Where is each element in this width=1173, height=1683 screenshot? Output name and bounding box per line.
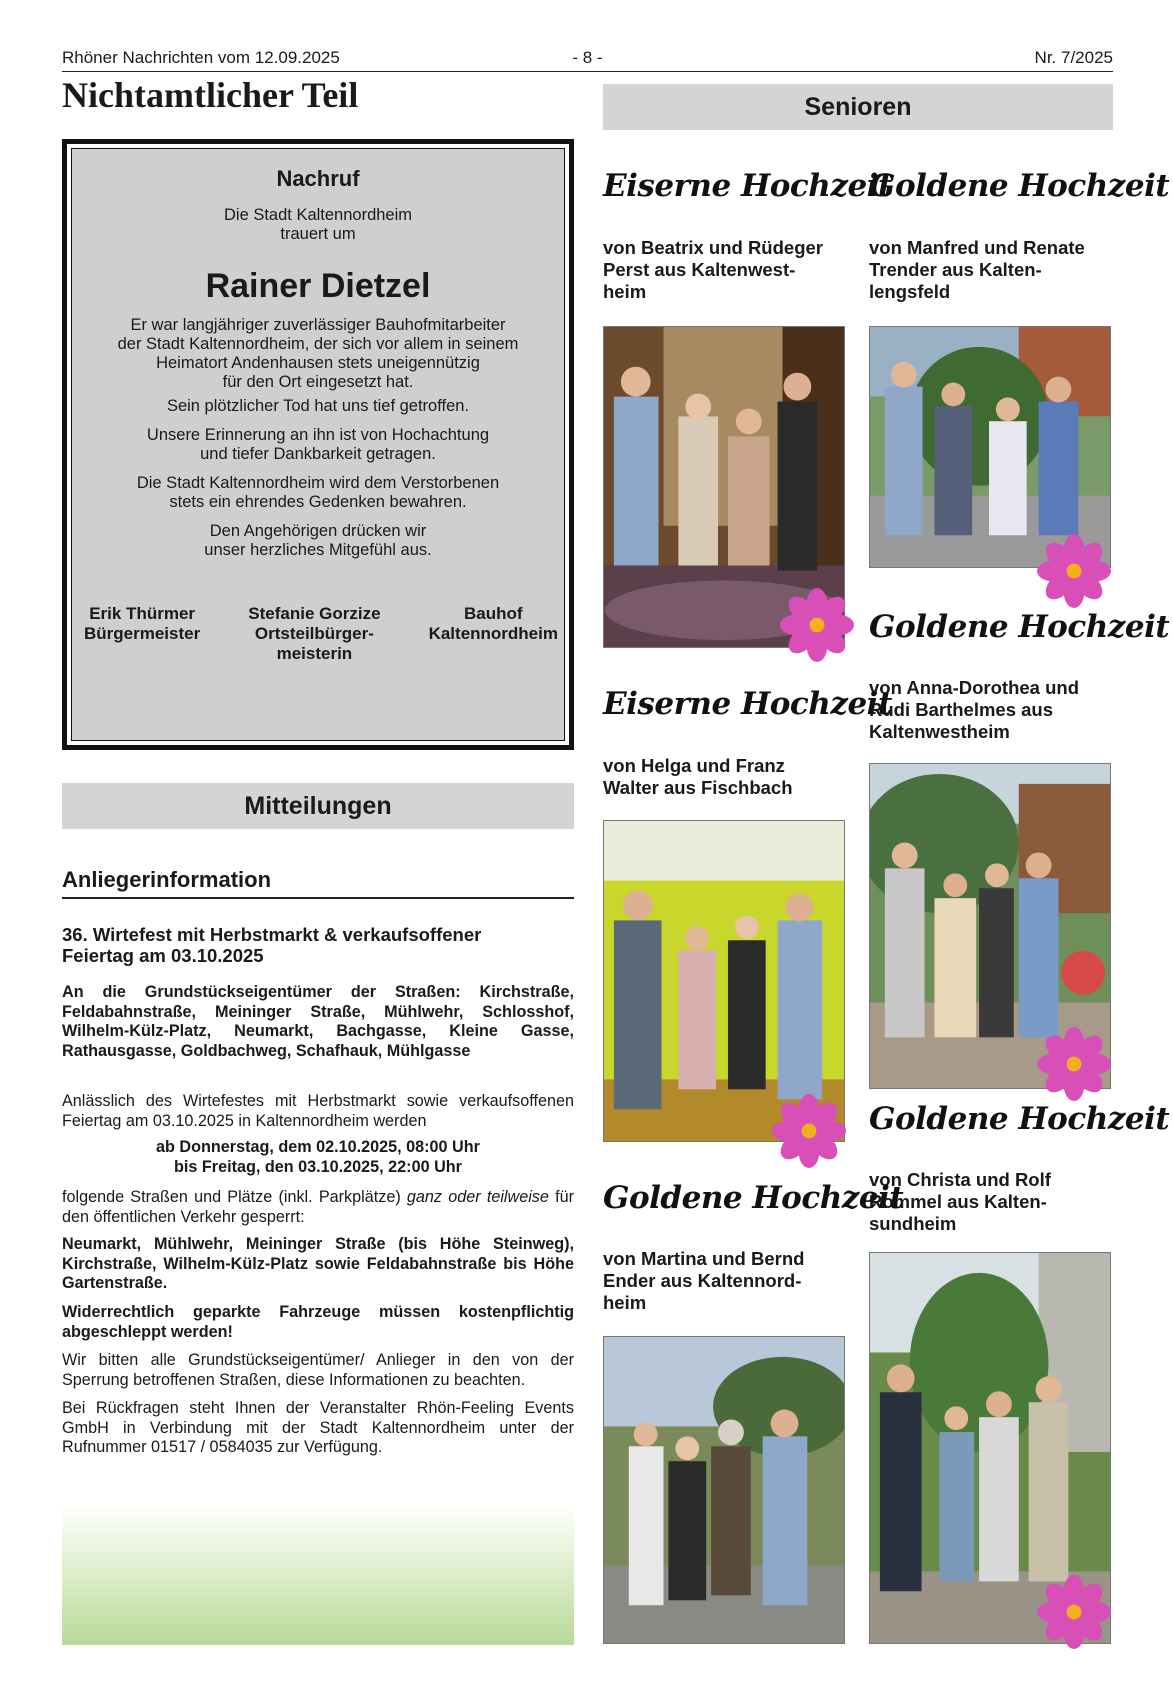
obituary-paragraph <box>72 522 564 560</box>
caption-line: Rommel aus Kalten- <box>869 1191 1047 1212</box>
towing-warning: Widerrechtlich geparkte Fahrzeuge müssen kostenpflichtig abgeschleppt werden! <box>62 1303 574 1341</box>
newspaper-issue-date: Rhöner Nachrichten vom 12.09.2025 <box>62 48 340 67</box>
caption-line: lengsfeld <box>869 281 951 302</box>
date-to: bis Freitag, den 03.10.2025, 22:00 Uhr <box>174 1157 462 1176</box>
obituary-intro-line: trauert um <box>280 225 356 243</box>
closure-paragraph <box>62 1188 574 1227</box>
mitteilungen-bar: Mitteilungen <box>62 783 574 829</box>
anniversary-heading: Eiserne Hochzeit <box>603 686 892 722</box>
caption-line: sundheim <box>869 1213 957 1234</box>
event-title <box>62 924 574 966</box>
anniversary-caption <box>603 1248 804 1314</box>
anniversary-heading: Goldene Hochzeit <box>869 1101 1170 1137</box>
closure-emphasis: ganz oder teilweise <box>406 1188 549 1206</box>
obituary-inner <box>71 148 565 741</box>
caption-line: von Beatrix und Rüdeger <box>603 237 823 258</box>
obituary-paragraph <box>72 426 564 464</box>
caption-line: von Manfred und Renate <box>869 237 1085 258</box>
senioren-bar: Senioren <box>603 84 1113 130</box>
obituary-line: Unsere Erinnerung an ihn ist von Hochachtung <box>146 426 490 444</box>
signature-line: Kaltennordheim <box>428 624 558 643</box>
obituary-line: und tiefer Dankbarkeit getragen. <box>200 445 436 463</box>
anniversary-heading: Eiserne Hochzeit <box>603 168 892 204</box>
anniversary-caption <box>869 237 1085 303</box>
issue-number: Nr. 7/2025 <box>1034 48 1113 67</box>
caption-line: Rudi Barthelmes aus <box>869 699 1054 720</box>
pink-cosmos-flower-icon <box>1037 1027 1111 1101</box>
caption-line: von Christa und Rolf <box>869 1169 1051 1190</box>
signature-line: Stefanie Gorzize <box>248 604 381 623</box>
caption-line: Trender aus Kalten- <box>869 259 1042 280</box>
obituary-line: Er war langjähriger zuverlässiger Bauhofmitarbeiter <box>130 316 506 334</box>
obituary-intro-line: Die Stadt Kaltennordheim <box>223 206 413 224</box>
occasion-paragraph: Anlässlich des Wirtefestes mit Herbstmarkt sowie verkaufsoffenen Feiertag am 03.10.2025 in Kaltennordheim werden <box>62 1092 574 1130</box>
signature-line: Erik Thürmer <box>89 604 196 623</box>
anniversary-heading: Goldene Hochzeit <box>603 1180 904 1216</box>
closure-text: für den öffentlichen Verkehr gesperrt: <box>62 1188 574 1226</box>
obituary-line: Heimatort Andenhausen stets uneigennützig <box>156 354 480 372</box>
signature-mayor <box>84 604 200 664</box>
pink-cosmos-flower-icon <box>1037 1575 1111 1649</box>
caption-line: von Helga und Franz <box>603 755 785 776</box>
obituary-line: unser herzliches Mitgefühl aus. <box>204 541 432 559</box>
anniversary-caption <box>603 237 823 303</box>
caption-line: Walter aus Fischbach <box>603 777 793 798</box>
pink-cosmos-flower-icon <box>780 588 854 662</box>
caption-line: von Martina und Bernd <box>603 1248 805 1269</box>
obituary-line: stets ein ehrendes Gedenken bewahren. <box>169 493 467 511</box>
anniversary-caption <box>869 677 1079 743</box>
caption-line: Ender aus Kaltennord- <box>603 1270 802 1291</box>
page-header <box>62 48 1113 72</box>
signature-line: meisterin <box>276 644 353 663</box>
obituary-line: Die Stadt Kaltennordheim wird dem Verstorbenen <box>136 474 500 492</box>
obituary-paragraph <box>72 474 564 512</box>
section-title: Nichtamtlicher Teil <box>62 75 359 115</box>
caption-line: heim <box>603 1292 647 1313</box>
caption-line: Kaltenwestheim <box>869 721 1010 742</box>
couple-photo <box>603 1336 845 1644</box>
signature-bauhof <box>429 604 558 664</box>
signature-line: Bürgermeister <box>84 624 201 643</box>
page-number: - 8 - <box>572 48 603 67</box>
obituary-line: Den Angehörigen drücken wir <box>209 522 427 540</box>
obituary-line: für den Ort eingesetzt hat. <box>222 373 414 391</box>
caption-line: heim <box>603 281 647 302</box>
couple-photo <box>869 326 1111 568</box>
request-paragraph: Wir bitten alle Grundstückseigentümer/ Anlieger in den von der Sperrung betroffenen Straßen, diese Informationen zu beachten. <box>62 1351 574 1389</box>
contact-paragraph: Bei Rückfragen steht Ihnen der Veranstalter Rhön-Feeling Events GmbH in Verbindung mit der Stadt Kaltennordheim unter der Rufnummer 01517 / 0584035 zur Verfügung. <box>62 1399 574 1456</box>
signature-line: Bauhof <box>464 604 523 623</box>
obituary-intro <box>72 206 564 244</box>
caption-line: Perst aus Kaltenwest- <box>603 259 796 280</box>
date-from: ab Donnerstag, dem 02.10.2025, 08:00 Uhr <box>156 1138 480 1156</box>
obituary-box <box>62 139 574 750</box>
anniversary-heading: Goldene Hochzeit <box>869 609 1170 645</box>
closed-streets: Neumarkt, Mühlwehr, Meininger Straße (bis Höhe Steinweg), Kirchstraße, Wilhelm-Külz-Platz sowie Feldabahnstraße bis Höhe Gartenstraße. <box>62 1235 574 1292</box>
anniversary-caption <box>603 755 793 799</box>
pink-cosmos-flower-icon <box>1037 534 1111 608</box>
deceased-name: Rainer Dietzel <box>205 267 431 305</box>
obituary-signatures <box>84 604 558 664</box>
obituary-paragraph: Sein plötzlicher Tod hat uns tief getroffen. <box>166 397 470 415</box>
owners-paragraph: An die Grundstückseigentümer der Straßen: Kirchstraße, Feldabahnstraße, Meininger Straße, Mühlwehr, Schlosshof, Wilhelm-Külz-Platz, Neumarkt, Bachgasse, Kleine Gasse, Rathausgasse, Goldbachweg, Schafhauk, Mühlgasse <box>62 983 574 1060</box>
signature-line: Ortsteilbürger- <box>254 624 374 643</box>
signature-district-mayor <box>248 604 380 664</box>
obituary-title: Nachruf <box>276 166 360 191</box>
caption-line: von Anna-Dorothea und <box>869 677 1079 698</box>
event-title-line: 36. Wirtefest mit Herbstmarkt & verkaufsoffener <box>62 924 482 945</box>
event-title-line: Feiertag am 03.10.2025 <box>62 945 264 966</box>
obituary-line: der Stadt Kaltennordheim, der sich vor allem in seinem <box>117 335 519 353</box>
pink-cosmos-flower-icon <box>772 1094 846 1168</box>
notice-heading: Anliegerinformation <box>62 867 574 899</box>
anniversary-heading: Goldene Hochzeit <box>869 168 1170 204</box>
decorative-gradient <box>62 1505 574 1645</box>
obituary-paragraph <box>92 316 544 392</box>
closure-text: folgende Straßen und Plätze (inkl. Parkplätze) <box>62 1188 407 1206</box>
closure-dates <box>62 1138 574 1177</box>
